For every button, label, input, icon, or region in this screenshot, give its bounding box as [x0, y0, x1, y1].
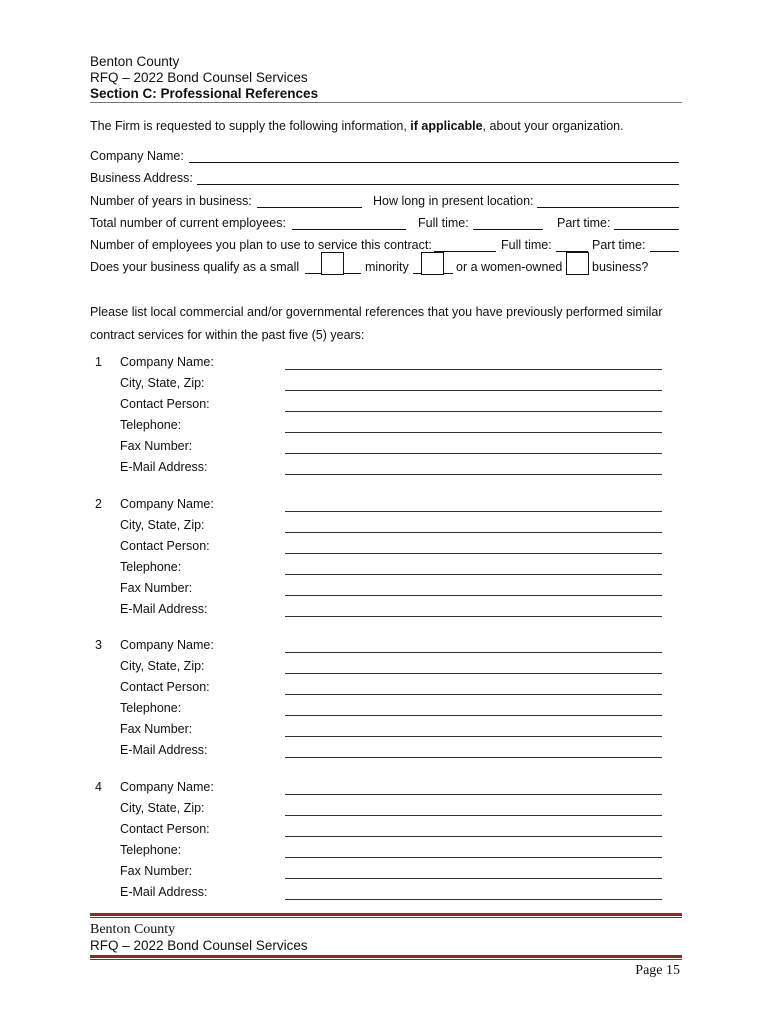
reference-field-input[interactable] [285, 736, 662, 737]
location-label: How long in present location: [373, 194, 534, 208]
footer-rule-top-thin [90, 917, 682, 918]
reference-field-input[interactable] [285, 532, 662, 533]
references-intro-2: contract services for within the past five (5) years: [90, 328, 365, 342]
reference-field-label: Telephone: [120, 560, 182, 574]
plan-employees-field[interactable] [434, 239, 496, 252]
footer-county: Benton County [90, 922, 176, 937]
reference-field-input[interactable] [285, 878, 662, 879]
reference-field-label: E-Mail Address: [120, 885, 208, 899]
reference-field-label: Company Name: [120, 497, 214, 511]
company-name-field[interactable] [189, 150, 679, 163]
reference-field-label: Company Name: [120, 355, 214, 369]
reference-field-label: E-Mail Address: [120, 743, 208, 757]
part-time-label: Part time: [557, 216, 611, 230]
plan-part-time-field[interactable] [650, 239, 679, 252]
company-name-label: Company Name: [90, 149, 184, 163]
reference-field-input[interactable] [285, 757, 662, 758]
reference-field-input[interactable] [285, 857, 662, 858]
reference-field-input[interactable] [285, 411, 662, 412]
references-intro-1: Please list local commercial and/or governmental references that you have previously performed similar [90, 305, 663, 319]
reference-number: 1 [95, 355, 102, 369]
reference-field-label: Fax Number: [120, 581, 193, 595]
footer-rule-bottom-thin [90, 959, 682, 960]
reference-field-input[interactable] [285, 836, 662, 837]
qualify-women-label: or a women-owned [456, 260, 563, 274]
full-time-field[interactable] [473, 217, 543, 230]
reference-field-label: Contact Person: [120, 539, 210, 553]
reference-field-label: City, State, Zip: [120, 376, 205, 390]
reference-field-input[interactable] [285, 694, 662, 695]
intro-bold: if applicable [410, 119, 483, 133]
reference-field-input[interactable] [285, 511, 662, 512]
business-address-field[interactable] [197, 172, 679, 185]
plan-full-time-field[interactable] [556, 239, 588, 252]
plan-full-time-label: Full time: [501, 238, 552, 252]
reference-field-label: Company Name: [120, 780, 214, 794]
reference-field-label: Telephone: [120, 843, 182, 857]
header-section: Section C: Professional References [90, 86, 319, 101]
reference-field-input[interactable] [285, 673, 662, 674]
footer-rfq: RFQ – 2022 Bond Counsel Services [90, 938, 308, 953]
qualify-minority-label: minority [365, 260, 409, 274]
reference-field-label: Contact Person: [120, 680, 210, 694]
small-checkbox[interactable] [321, 252, 344, 275]
reference-field-label: Contact Person: [120, 397, 210, 411]
reference-field-input[interactable] [285, 899, 662, 900]
years-field[interactable] [257, 195, 362, 208]
header-rfq: RFQ – 2022 Bond Counsel Services [90, 70, 308, 85]
page-number: Page 15 [635, 963, 680, 978]
qualify-small-label: Does your business qualify as a small [90, 260, 300, 274]
reference-field-label: Telephone: [120, 418, 182, 432]
reference-field-input[interactable] [285, 390, 662, 391]
qualify-business-label: business? [592, 260, 649, 274]
reference-field-label: Fax Number: [120, 439, 193, 453]
reference-field-input[interactable] [285, 369, 662, 370]
intro-after: , about your organization. [482, 119, 624, 133]
reference-field-input[interactable] [285, 616, 662, 617]
reference-field-label: Telephone: [120, 701, 182, 715]
reference-field-label: City, State, Zip: [120, 801, 205, 815]
reference-field-input[interactable] [285, 453, 662, 454]
header-divider [90, 102, 682, 103]
reference-field-input[interactable] [285, 553, 662, 554]
minority-checkbox[interactable] [421, 252, 444, 275]
plan-part-time-label: Part time: [592, 238, 646, 252]
reference-field-input[interactable] [285, 432, 662, 433]
plan-employees-label: Number of employees you plan to use to service this contract: [90, 238, 432, 252]
reference-field-label: Company Name: [120, 638, 214, 652]
total-employees-field[interactable] [292, 217, 406, 230]
reference-number: 2 [95, 497, 102, 511]
women-owned-checkbox[interactable] [566, 252, 589, 275]
reference-field-label: City, State, Zip: [120, 518, 205, 532]
years-label: Number of years in business: [90, 194, 252, 208]
part-time-field[interactable] [614, 217, 679, 230]
reference-field-label: City, State, Zip: [120, 659, 205, 673]
business-address-label: Business Address: [90, 171, 193, 185]
reference-field-input[interactable] [285, 794, 662, 795]
reference-field-input[interactable] [285, 715, 662, 716]
reference-field-input[interactable] [285, 595, 662, 596]
reference-field-label: E-Mail Address: [120, 460, 208, 474]
reference-field-label: Contact Person: [120, 822, 210, 836]
reference-number: 3 [95, 638, 102, 652]
header-county: Benton County [90, 54, 180, 69]
total-employees-label: Total number of current employees: [90, 216, 286, 230]
reference-field-label: Fax Number: [120, 864, 193, 878]
intro-text [90, 119, 624, 133]
location-field[interactable] [537, 195, 679, 208]
intro-before: The Firm is requested to supply the following information, [90, 119, 411, 133]
reference-number: 4 [95, 780, 102, 794]
reference-field-input[interactable] [285, 474, 662, 475]
footer-rule-top [90, 913, 682, 916]
reference-field-input[interactable] [285, 815, 662, 816]
reference-field-label: E-Mail Address: [120, 602, 208, 616]
footer-rule-bottom [90, 955, 682, 958]
reference-field-label: Fax Number: [120, 722, 193, 736]
full-time-label: Full time: [418, 216, 469, 230]
reference-field-input[interactable] [285, 652, 662, 653]
reference-field-input[interactable] [285, 574, 662, 575]
